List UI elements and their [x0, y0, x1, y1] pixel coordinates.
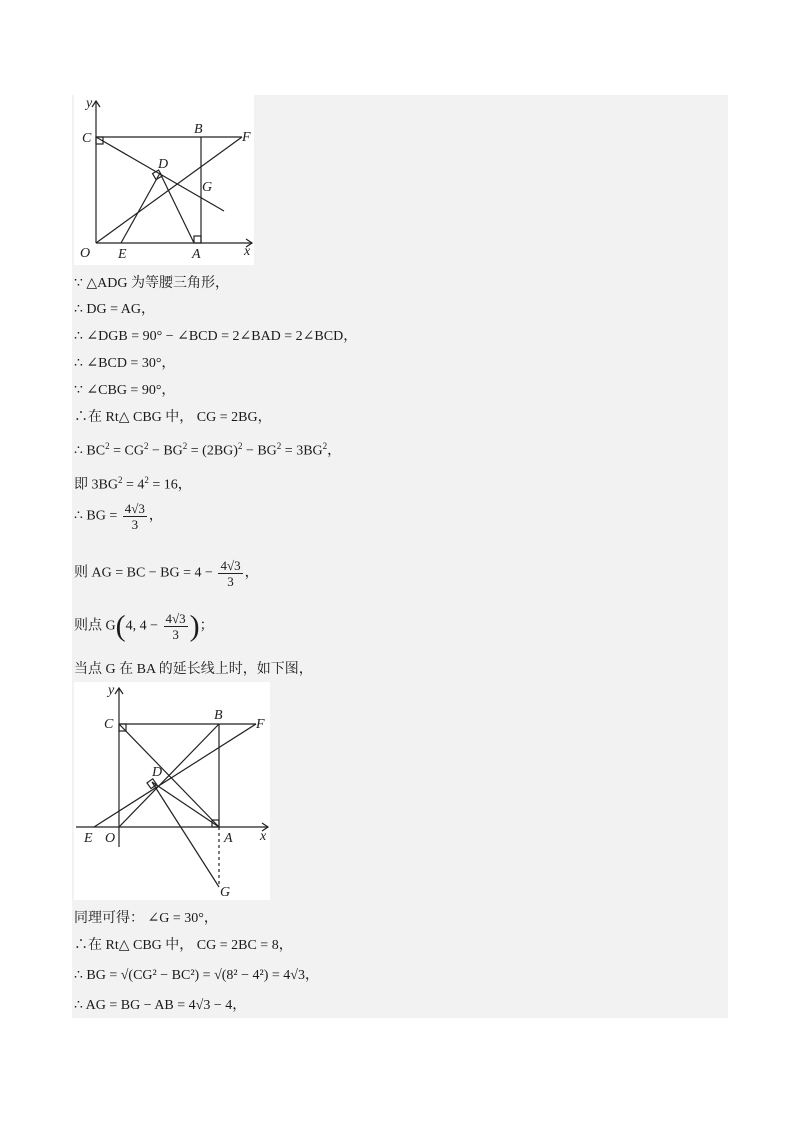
fig2-label-c: C: [104, 717, 114, 732]
line-8: 即 $3BG^2 = 4^2 = 16$，: [74, 475, 192, 493]
line-14: ∴在 Rt△ CBG 中， CG = 2BC = 8，: [74, 938, 293, 953]
fraction-bg: $\frac{4√3}{3}$: [124, 501, 145, 532]
line-1: ∵ △ADG 为等腰三角形，: [74, 276, 230, 291]
fig2-label-g: G: [220, 885, 231, 900]
figure-1: [74, 95, 254, 265]
fraction-ag: $\frac{4√3}{3}$: [220, 558, 241, 589]
line-10: 则 AG = BC − BG = 4 − $\frac{4√3}{3}$ ，: [74, 558, 259, 589]
fig1-label-c: C: [82, 131, 92, 146]
fig2-label-x: x: [260, 829, 267, 844]
line-15: ∴ BG = √(CG² − BC²) = √(8² − 4²) = 4√3，: [74, 968, 319, 983]
line-4: ∴ ∠BCD = 30°，: [74, 356, 176, 371]
fig1-label-e: E: [118, 247, 127, 262]
fig2-label-y: y: [108, 683, 115, 698]
fig1-label-y: y: [86, 96, 93, 111]
fig1-label-f: F: [242, 130, 251, 145]
line-9: ∴ BG = $\frac{4√3}{3}$ ，: [74, 501, 163, 532]
fraction-g-coord: $\frac{4√3}{3}$: [165, 611, 186, 642]
fig1-label-o: O: [80, 246, 91, 261]
solution-content: [72, 95, 728, 1018]
line-5: ∵ ∠CBG = 90°，: [74, 383, 176, 398]
figure-2-diagram: [74, 682, 270, 900]
figure-1-diagram: [74, 95, 254, 265]
fig1-label-g: G: [202, 180, 213, 195]
fig1-label-d: D: [158, 157, 169, 172]
line-3: ∴ ∠DGB = 90° − ∠BCD = 2∠BAD = 2∠BCD，: [74, 329, 358, 344]
fig2-label-d: D: [152, 765, 163, 780]
fig2-label-o: O: [105, 831, 116, 846]
line-11: 则点 G(4, 4 − $\frac{4√3}{3}$ )；: [74, 609, 214, 643]
line-6: ∴在 Rt△ CBG 中， CG = 2BG，: [74, 410, 272, 425]
fig1-label-x: x: [244, 244, 251, 259]
line-13: 同理可得： ∠G = 30°，: [74, 911, 218, 926]
fig1-label-b: B: [194, 122, 203, 137]
fig1-label-a: A: [192, 247, 201, 262]
line-2: ∴ DG = AG，: [74, 302, 155, 317]
line-7: ∴ $BC^2 = CG^2 - BG^2 = (2BG)^2 - BG^2 = 3BG^2$，: [74, 441, 342, 459]
line-16: ∴ AG = BG − AB = 4√3 − 4，: [74, 998, 247, 1013]
fig2-label-f: F: [256, 717, 265, 732]
fig2-label-a: A: [224, 831, 233, 846]
fig2-label-b: B: [214, 708, 223, 723]
figure-2: [74, 682, 270, 900]
fig2-label-e: E: [84, 831, 93, 846]
line-12: 当点 G 在 BA 的延长线上时，如下图，: [74, 662, 313, 677]
